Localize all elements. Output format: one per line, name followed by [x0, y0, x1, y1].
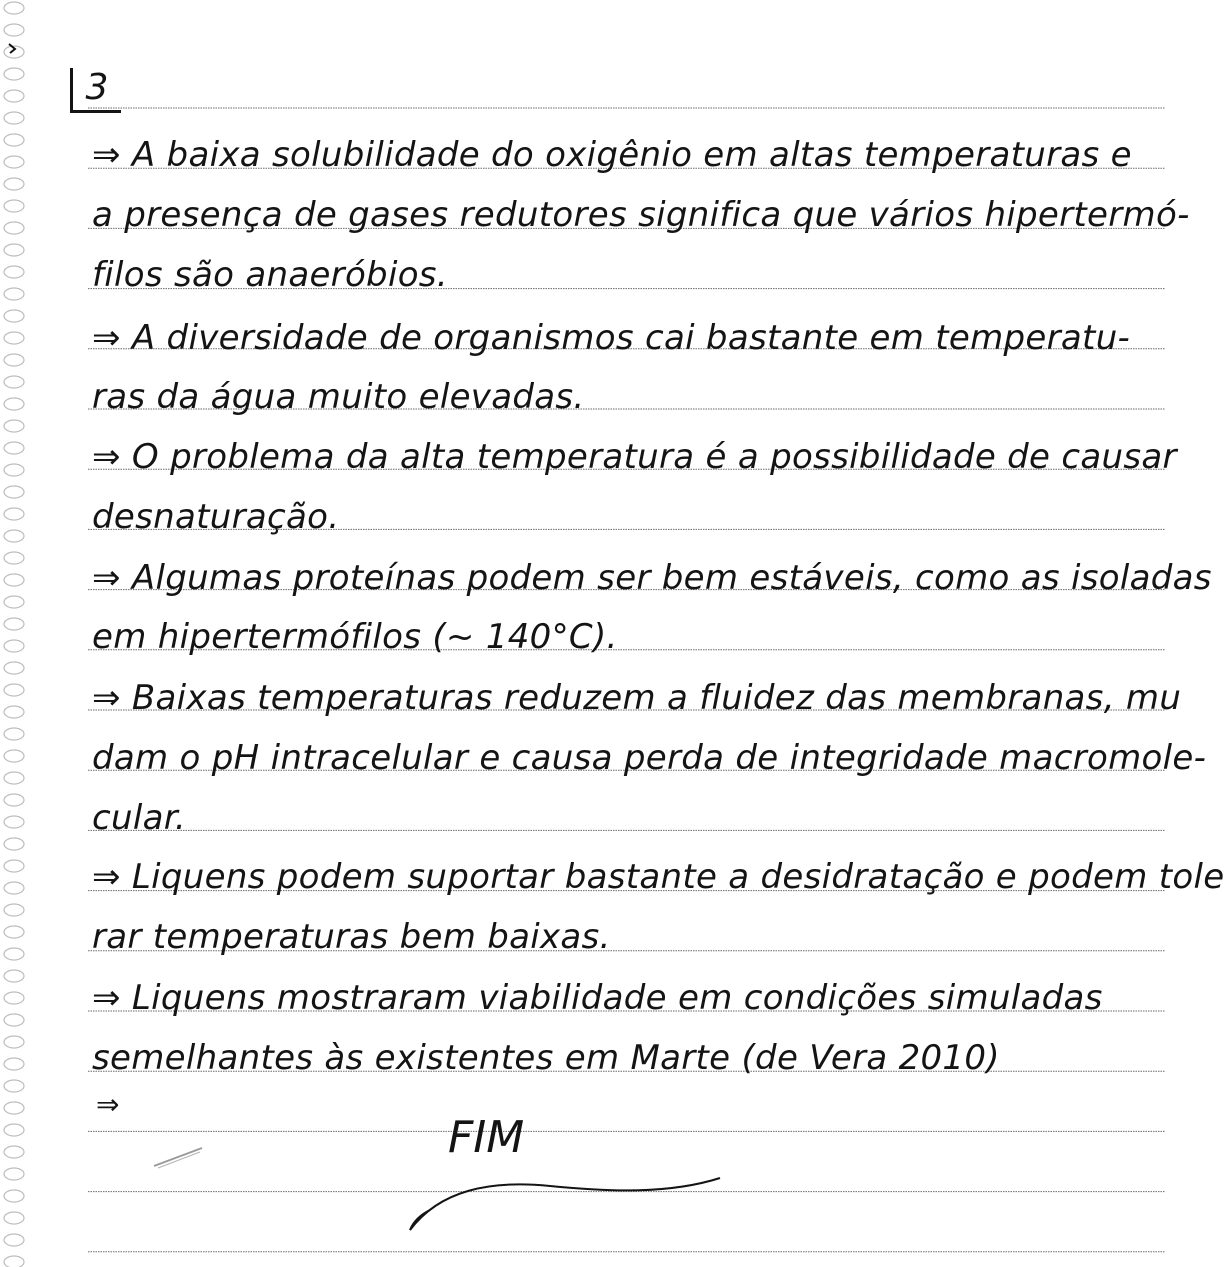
text-line-6: ⇒ O problema da alta temperatura é a possibilidade de causar [92, 437, 1177, 477]
trailing-arrow: ⇒ [96, 1088, 120, 1121]
text-line-11: dam o pH intracelular e causa perda de integridade macromole- [92, 738, 1207, 778]
page-number: 3 [70, 68, 121, 113]
text-line-7: desnaturação. [92, 497, 340, 537]
text-line-3: filos são anaeróbios. [92, 255, 448, 295]
text-line-9: em hipertermófilos (~ 140°C). [92, 617, 618, 657]
text-line-2: a presença de gases redutores significa que vários hipertermó- [92, 195, 1190, 235]
text-line-13: ⇒ Liquens podem suportar bastante a desidratação e podem tole [92, 857, 1225, 897]
ink-mark [6, 40, 20, 54]
text-line-14: rar temperaturas bem baixas. [92, 917, 611, 957]
text-line-10: ⇒ Baixas temperaturas reduzem a fluidez das membranas, mu [92, 678, 1182, 718]
text-line-5: ras da água muito elevadas. [92, 377, 585, 417]
text-line-12: cular. [92, 798, 186, 838]
text-line-1: ⇒ A baixa solubilidade do oxigênio em altas temperaturas e [92, 135, 1132, 175]
signature-flourish [400, 1170, 730, 1240]
closing-text: FIM [448, 1112, 525, 1163]
text-line-4: ⇒ A diversidade de organismos cai bastante em temperatu- [92, 318, 1131, 358]
text-line-16: semelhantes às existentes em Marte (de Vera 2010) [92, 1038, 1000, 1078]
pencil-stroke [150, 1142, 210, 1172]
text-line-15: ⇒ Liquens mostraram viabilidade em condições simuladas [92, 978, 1103, 1018]
text-line-8: ⇒ Algumas proteínas podem ser bem estáveis, como as isoladas [92, 558, 1212, 598]
